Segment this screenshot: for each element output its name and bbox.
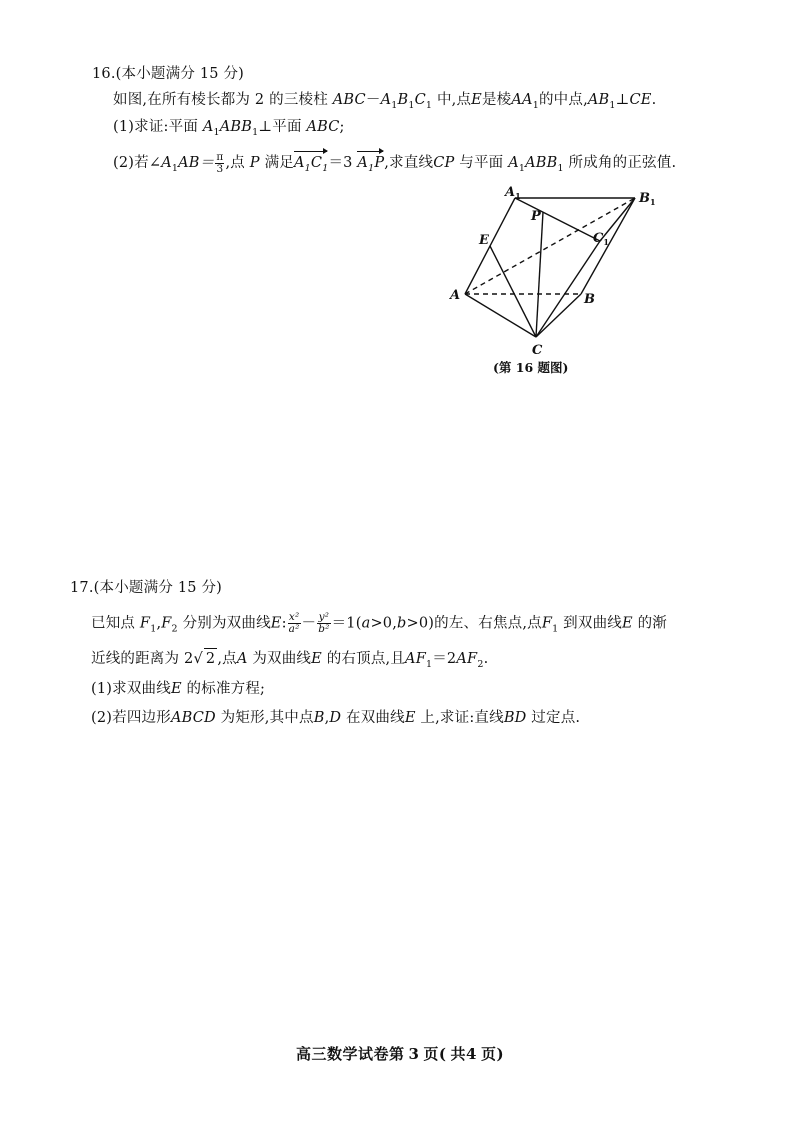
label-E: E <box>479 233 489 248</box>
edge-B-C <box>536 294 581 337</box>
q17-part2: (2)若四边形ABCD 为矩形,其中点B,D 在双曲线E 上,求证:直线BD 过定点. <box>91 710 581 726</box>
edge-B1-C1 <box>600 198 635 241</box>
q16-part1: (1)求证:平面 $A_1ABB_1\perp$平面 ABC; <box>113 119 345 138</box>
prism-figure <box>440 182 670 377</box>
label-B1: $B_1$ <box>639 191 656 207</box>
q17-part1: (1)求双曲线E 的标准方程; <box>91 681 266 697</box>
label-P: P <box>531 209 541 224</box>
edge-A1-C1 <box>515 198 600 241</box>
page-footer: 高三数学试卷第 3 页( 共4 页) <box>295 1045 505 1063</box>
label-C1: $C_1$ <box>593 231 609 247</box>
label-C: C <box>532 343 543 358</box>
label-A: A <box>450 288 461 303</box>
label-B: B <box>584 292 595 307</box>
q17-stem-line2: 近线的距离为 2√ 2 ,点A 为双曲线E 的右顶点,且$AF_1=2AF_2$. <box>91 648 488 669</box>
q17-header: 17.(本小题满分 15 分) <box>70 580 223 596</box>
q16-part2: (2)若$\angle A_1AB=$ $\frac{\pi}{3}$ ,点 P 满足$A_1C_1=3$ $A_1P$,求直线CP 与平面 $A_1ABB_1$ 所成角的正弦值. <box>113 150 677 175</box>
edge-C-C1 <box>536 241 600 337</box>
figure-caption: (第 16 题图) <box>493 360 569 375</box>
q17-stem: 已知点 $F_1,F_2$ 分别为双曲线E: $\frac{\text{x²}}{\text{a²}}$ － $\frac{\text{y²}}{\text{b²}}$ ＝1(a>0,b>0)的左、右焦点,点$F_1$ 到双曲线E 的渐 <box>91 611 667 635</box>
segment-P-C <box>536 212 543 337</box>
label-A1: $A_1$ <box>505 185 521 201</box>
q16-header: 16.(本小题满分 15 分) <box>92 66 245 82</box>
q16-stem: 如图,在所有棱长都为 2 的三棱柱 $ABC-A_1B_1C_1$ 中,点E是棱$AA_1$的中点$,AB_1\perp CE$. <box>113 92 657 111</box>
